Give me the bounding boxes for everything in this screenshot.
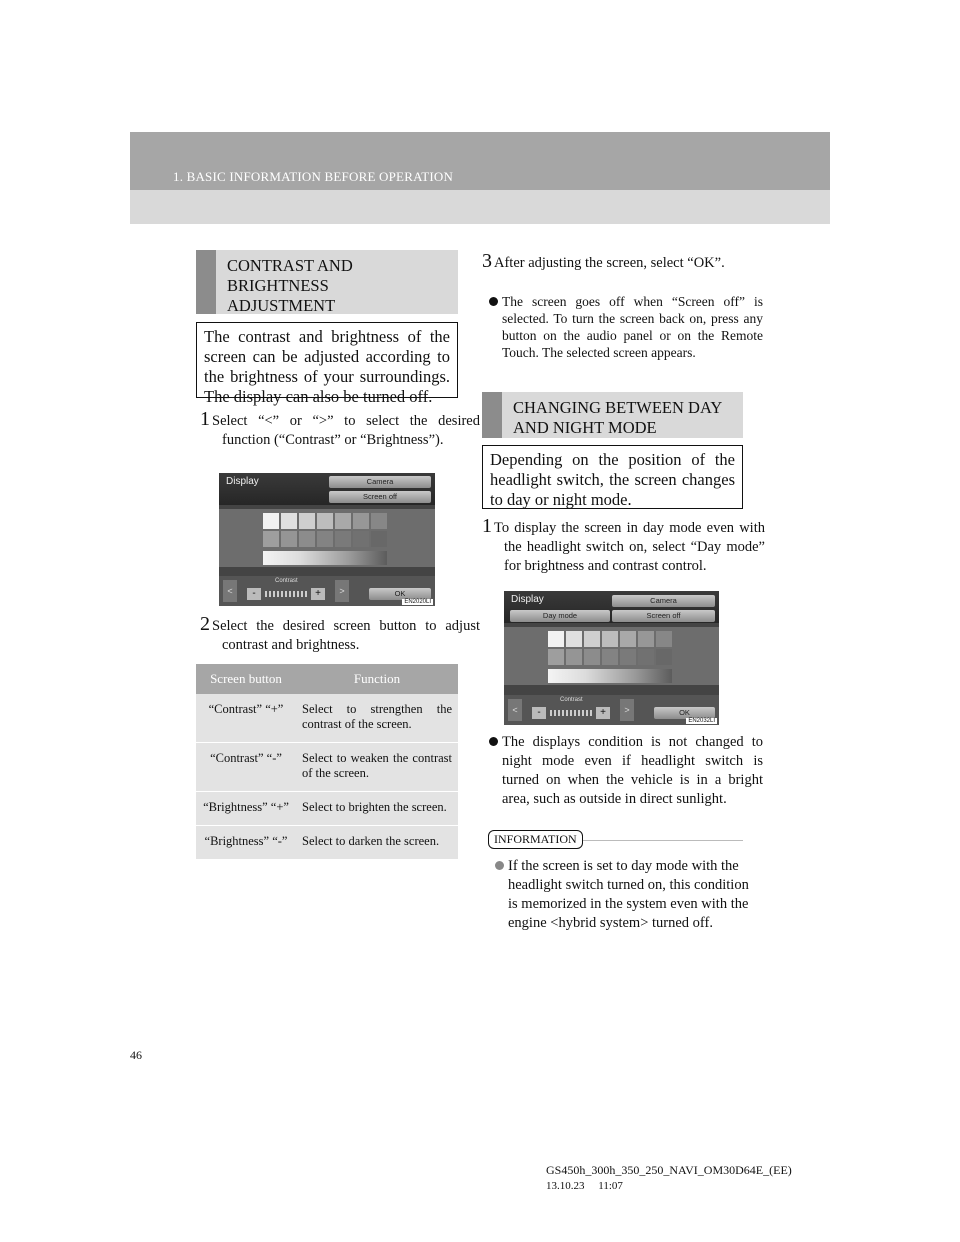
display-screenshot-2 [504, 591, 719, 725]
screen-title: Display [511, 594, 544, 605]
information-label: INFORMATION [488, 830, 583, 849]
bullet-icon [489, 297, 498, 306]
day-mode-button[interactable]: Day mode [510, 610, 610, 622]
ok-button[interactable]: OK [369, 588, 431, 600]
section-heading-day-night [482, 392, 743, 438]
prev-button[interactable]: < [508, 699, 522, 721]
doc-code: GS450h_300h_350_250_NAVI_OM30D64E_(EE) [546, 1163, 792, 1177]
date-time: 13.10.23 11:07 [546, 1180, 623, 1192]
table-row: “Contrast” “-” Select to weaken the contrast of the screen. [196, 743, 458, 792]
next-button[interactable]: > [620, 699, 634, 721]
step-1: 1 Select “<” or “>” to select the desired function (“Contrast” or “Brightness”). [200, 408, 480, 448]
screen-title: Display [226, 476, 259, 487]
screen-off-button[interactable]: Screen off [329, 491, 431, 503]
minus-button[interactable]: - [532, 707, 546, 719]
heading-text: CHANGING BETWEEN DAY AND NIGHT MODE [513, 398, 722, 437]
minus-button[interactable]: - [247, 588, 261, 600]
section-heading-contrast [196, 250, 458, 314]
plus-button[interactable]: + [311, 588, 325, 600]
bullet-icon [489, 737, 498, 746]
step-b1: 1 To display the screen in day mode even with the headlight switch on, select “Day mode” for brightness and contrast control. [482, 515, 765, 574]
camera-button[interactable]: Camera [329, 476, 431, 488]
display-screenshot-1 [219, 473, 435, 606]
col-screen-button: Screen button [196, 664, 296, 694]
camera-button[interactable]: Camera [612, 595, 715, 607]
col-function: Function [296, 664, 458, 694]
contrast-label: Contrast [560, 697, 583, 703]
info-divider [580, 840, 743, 841]
screen-button-table [196, 664, 458, 860]
bullet-night-mode: The displays condition is not changed to night mode even if headlight switch is turned on when the vehicle is in a bright area, such as outside in direct sunlight. [482, 733, 763, 809]
contrast-label: Contrast [275, 578, 298, 584]
page-number: 46 [130, 1048, 142, 1062]
image-code: EN2032LI [688, 718, 715, 724]
heading-text: CONTRAST AND BRIGHTNESS ADJUSTMENT [227, 256, 353, 315]
plus-button[interactable]: + [596, 707, 610, 719]
table-row: “Brightness” “+” Select to brighten the screen. [196, 792, 458, 826]
bullet-icon [495, 861, 504, 870]
intro-box-2: Depending on the position of the headlight switch, the screen changes to day or night mode. [482, 445, 743, 509]
table-row: “Brightness” “-” Select to darken the screen. [196, 826, 458, 860]
intro-box: The contrast and brightness of the screen can be adjusted according to the brightness of your surroundings. The display can also be turned off. [196, 322, 458, 398]
step-3: 3 After adjusting the screen, select “OK”. [482, 250, 725, 272]
image-code: EN2020LI [404, 599, 431, 605]
section-title: 1. BASIC INFORMATION BEFORE OPERATION [173, 169, 454, 184]
screen-off-button[interactable]: Screen off [612, 610, 715, 622]
ok-button[interactable]: OK [654, 707, 715, 719]
prev-button[interactable]: < [223, 580, 237, 602]
table-row: “Contrast” “+” Select to strengthen the contrast of the screen. [196, 694, 458, 743]
info-bullet: If the screen is set to day mode with the headlight switch turned on, this condition is memorized in the system even with the engine <hybrid system> turned off. [488, 857, 760, 933]
step-2: 2 Select the desired screen button to adjust contrast and brightness. [200, 613, 480, 653]
bullet-screen-off: The screen goes off when “Screen off” is selected. To turn the screen back on, press any button on the audio panel or on the Remote Touch. The selected screen appears. [482, 293, 763, 361]
next-button[interactable]: > [335, 580, 349, 602]
